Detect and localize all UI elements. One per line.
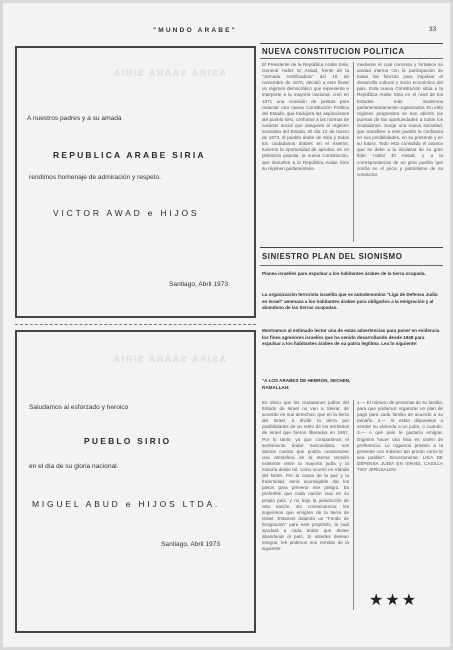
column-divider bbox=[353, 400, 354, 610]
tribute-ad-abud bbox=[15, 330, 256, 633]
article-column-left: El Presidente de la República Arabe Siria, General Hafez El Assad, frente de la "Jornada rectificadora" del 16 de noviembre de 1970, decidió a este llevar un régimen democrático que represente e interprete a la mayoría nacional, creó en 1971 una comisión de juristas para redactar una nueva Constitución Política del Estado, que tradujera las aspiraciones del pueblo sirio, conforme a las normas de carácter social que aseguren el régimen socialista del Estado. El día 12 de marzo de 1973, el pueblo árabe de Siria y todos los ciudadanos árabes en el exterior, tuvieron la oportunidad de aprobar, en un plebiscito popular, la nueva Constitución, que devuelve a la República Arabe Siria su régimen parlamentario bbox=[262, 62, 349, 171]
show-through-text: ASIRA SAARA SIRIA bbox=[112, 68, 226, 78]
rule-below-title bbox=[260, 58, 443, 59]
article-title: NUEVA CONSTITUCION POLITICA bbox=[262, 47, 405, 56]
article-column-right: mediante el cual concreta y fortalece su unidad interna con la participación de todas las fuerzas para impulsar el desarrollo cultural y socio económico del país. Esta nueva Constitución sitúa a la República Arabe Siria en el nivel de los Estados más modernos parlamentariamente organizados. En este régimen progresista se han abierto las puertas de las oportunidades a todos los ciudadanos. Surge una nueva sociedad, que transfiere a este pueblo la confianza en sus posibilidades, en su presente y en su futuro. Todo esto consolida el avance que se debe a la iniciativa de su gran líder, Hafez El Assad, y a la correspondencia de un gran pueblo que confía en el juicio y patriotismo de su conductor. bbox=[357, 62, 443, 177]
magazine-page bbox=[3, 3, 450, 647]
letter-column-right: 1.— El número de personas de su familia, para que podamos organizar un plan de pago para cada familia de acuerdo a su tamaño. 2.— Si están dispuestos a vender su vivienda a un judío, o cuando. 3.— A qué país le gustaría emigrar. Díganos hacer una lista en orden de preferencia. Le rogamos presten a la presente con máximo tan pronto como le sea posible". Sinceramente: LIGA DE DEFENSA JUDIA EN ISRAEL CASILLA 7307 JERUSALEN. bbox=[357, 400, 443, 473]
article-paragraph: La organización terrorista israelita que se autodenomina "Liga de Defensa Judía en Israel" amenaza a los habitantes árabes para obligarlos a la emigración y al abandono de las tierras ocupadas. bbox=[262, 292, 438, 310]
ad-company-name: MIGUEL ABUD e HIJOS LTDA. bbox=[32, 499, 221, 509]
ad-people-name: PUEBLO SIRIO bbox=[84, 436, 172, 446]
page-number: 33 bbox=[429, 26, 437, 33]
cut-line bbox=[15, 324, 256, 328]
ad-company-name: VICTOR AWAD e HIJOS bbox=[53, 208, 200, 218]
ad-signoff: Santiago, Abril 1973 bbox=[161, 541, 221, 548]
article-paragraph: Mostramos al estimado lector una de estas advertencias para poner en evidencia los fines agresores israelíes que ha venido desarrollando desde 1948 para expulsar a los habitantes árabes de su patria legítima. Lea lo siguiente: bbox=[262, 328, 440, 346]
running-header: "MUNDO ARABE" bbox=[153, 27, 237, 34]
rule-below-title bbox=[260, 265, 443, 266]
article-title: SINIESTRO PLAN DEL SIONISMO bbox=[262, 252, 403, 261]
article-lead: Planea israelíes para expulsar a los habitantes árabes de la tierra ocupada. bbox=[262, 271, 426, 276]
letter-column-left: Es obvio que los ciudadanos judíos del Estado de Israel no van a tolerar, de acuerdo en sus derechos, que en la tierra del Israel, a dividir la tierra por posibilidades de un retiro de los territorios de Israel que fueron liberados en 1967. Por lo tanto, ya que compartimos el sentimiento árabe nacionalista, nos damos cuenta que podría ocasionarse una atmósfera de la eterna tensión existente entre la mayoría judía y la minoría árabe tal, como ocurrió en Irlanda del Norte. Por la causa de la paz y la fraternidad, sería aconsejable dar los pasos para prevenir ese peligro. Es preferible que cada nación viva en su propio país, y no bajo la jurisdicción de otra nación. En consecuencia, les sugerimos que emigren de la tierra de Israel. Estamos dotando un "Fondo de Emigración" para este propósito, la cual ayudará a cada árabe que desee abandonar el país. Si ustedes desean emigrar, les pedimos nos remitan de la siguiente: bbox=[262, 400, 349, 552]
ad-homage-line: rendimos homenaje de admiración y respeto. bbox=[29, 174, 161, 181]
show-through-text: ASIRA SAARA SIRIA bbox=[112, 354, 226, 364]
tribute-ad-awad bbox=[15, 46, 256, 318]
rule-top bbox=[260, 247, 443, 248]
ad-dedication-line: A nuestros padres y a su amada bbox=[27, 115, 122, 122]
ad-signoff: Santiago, Abril 1973 bbox=[169, 281, 229, 288]
letter-salutation: "A LOS ARABES DE HEBRON, SECHEN, RAMALLAH: bbox=[262, 378, 351, 390]
ad-greeting-line: Saludamos al esforzado y heroico bbox=[29, 404, 129, 411]
ad-national-day-line: en el día de su gloria nacional. bbox=[29, 463, 119, 470]
ad-country-name: REPUBLICA ARABE SIRIA bbox=[53, 150, 206, 160]
rule-top bbox=[260, 43, 443, 44]
column-divider bbox=[353, 62, 354, 242]
stars-ornament: ★★★ bbox=[369, 592, 419, 609]
